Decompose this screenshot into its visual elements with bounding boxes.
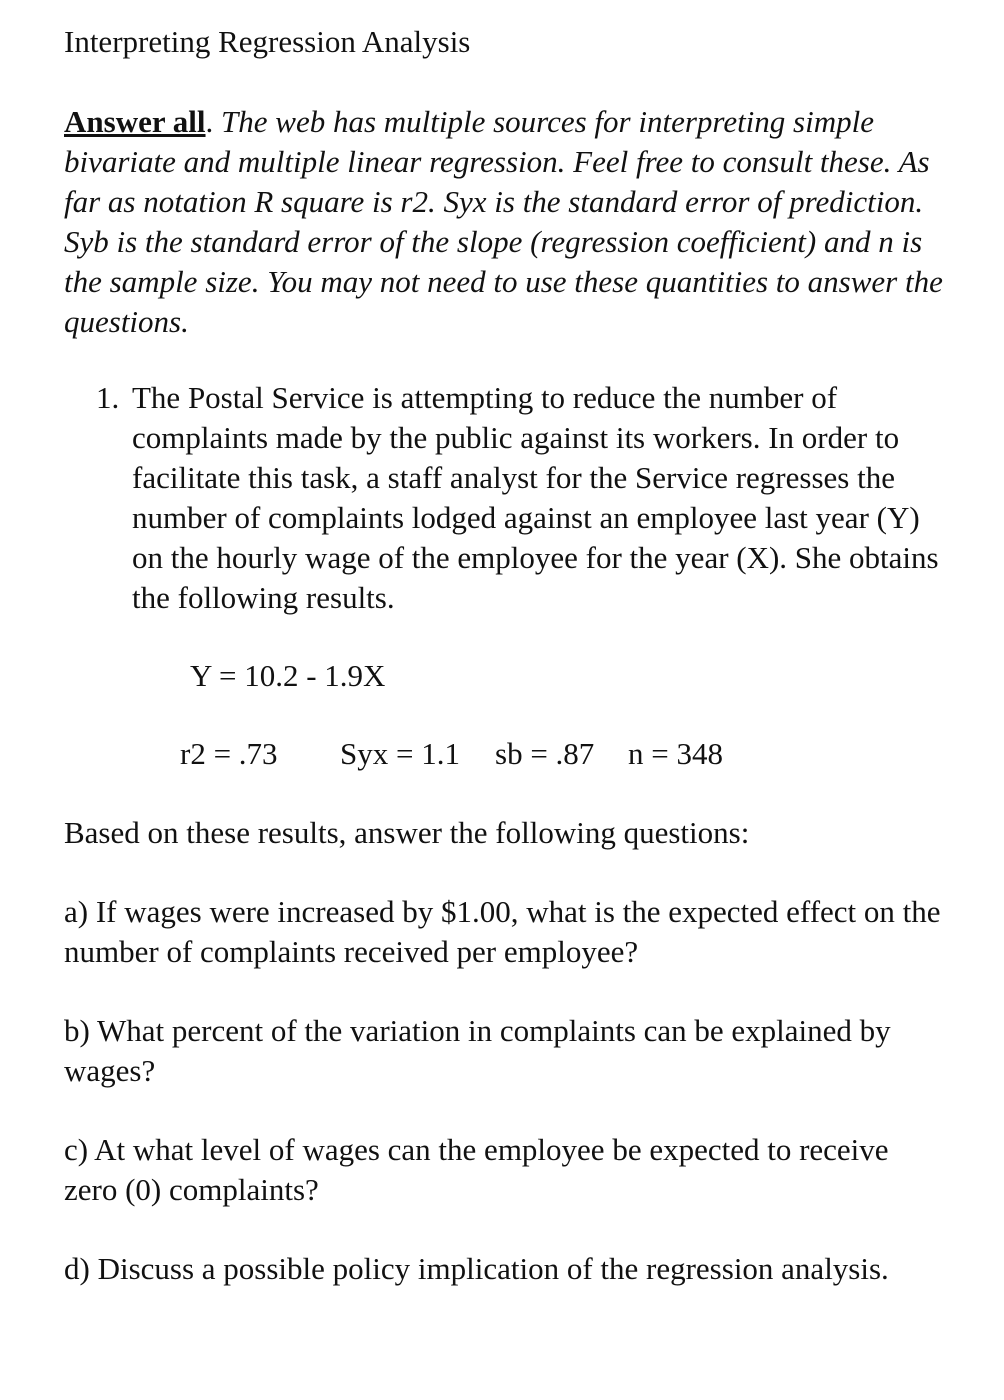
stat-r-squared: r2 = .73 bbox=[180, 736, 278, 771]
stat-standard-error-prediction: Syx = 1.1 bbox=[340, 736, 460, 771]
subquestion-c: c) At what level of wages can the employee be expected to receive zero (0) complaints? bbox=[64, 1132, 889, 1207]
instructions-text: The web has multiple sources for interpreting simple bivariate and multiple linear regression. Feel free to consult these. As far as notation R square is r2. Syx is the standard error of prediction. Syb is the standard error of the slope (regression coefficient) and n is the sample size. You may not need to use these quantities to answer the questions. bbox=[64, 104, 943, 339]
regression-statistics bbox=[180, 734, 723, 774]
document-title: Interpreting Regression Analysis bbox=[64, 24, 471, 59]
question-text: The Postal Service is attempting to reduce the number of complaints made by the public against its workers. In order to facilitate this task, a staff analyst for the Service regresses the number of complaints lodged against an employee last year (Y) on the hourly wage of the employee for the year (X). She obtains the following results. bbox=[132, 380, 939, 615]
question-item bbox=[96, 378, 956, 618]
subquestion-d: d) Discuss a possible policy implication of the regression analysis. bbox=[64, 1251, 889, 1286]
questions-prompt: Based on these results, answer the following questions: bbox=[64, 815, 750, 850]
instructions-paragraph bbox=[64, 102, 944, 342]
subquestion-a: a) If wages were increased by $1.00, what is the expected effect on the number of complaints received per employee? bbox=[64, 894, 941, 969]
question-list bbox=[96, 378, 956, 618]
stat-sample-size: n = 348 bbox=[628, 736, 723, 771]
question-number: 1. bbox=[96, 380, 120, 415]
stat-standard-error-slope: sb = .87 bbox=[495, 736, 595, 771]
regression-equation: Y = 10.2 - 1.9X bbox=[190, 658, 386, 693]
instructions-lead: Answer all bbox=[64, 104, 206, 139]
instructions-lead-punct: . bbox=[205, 104, 214, 139]
subquestion-b: b) What percent of the variation in complaints can be explained by wages? bbox=[64, 1013, 891, 1088]
